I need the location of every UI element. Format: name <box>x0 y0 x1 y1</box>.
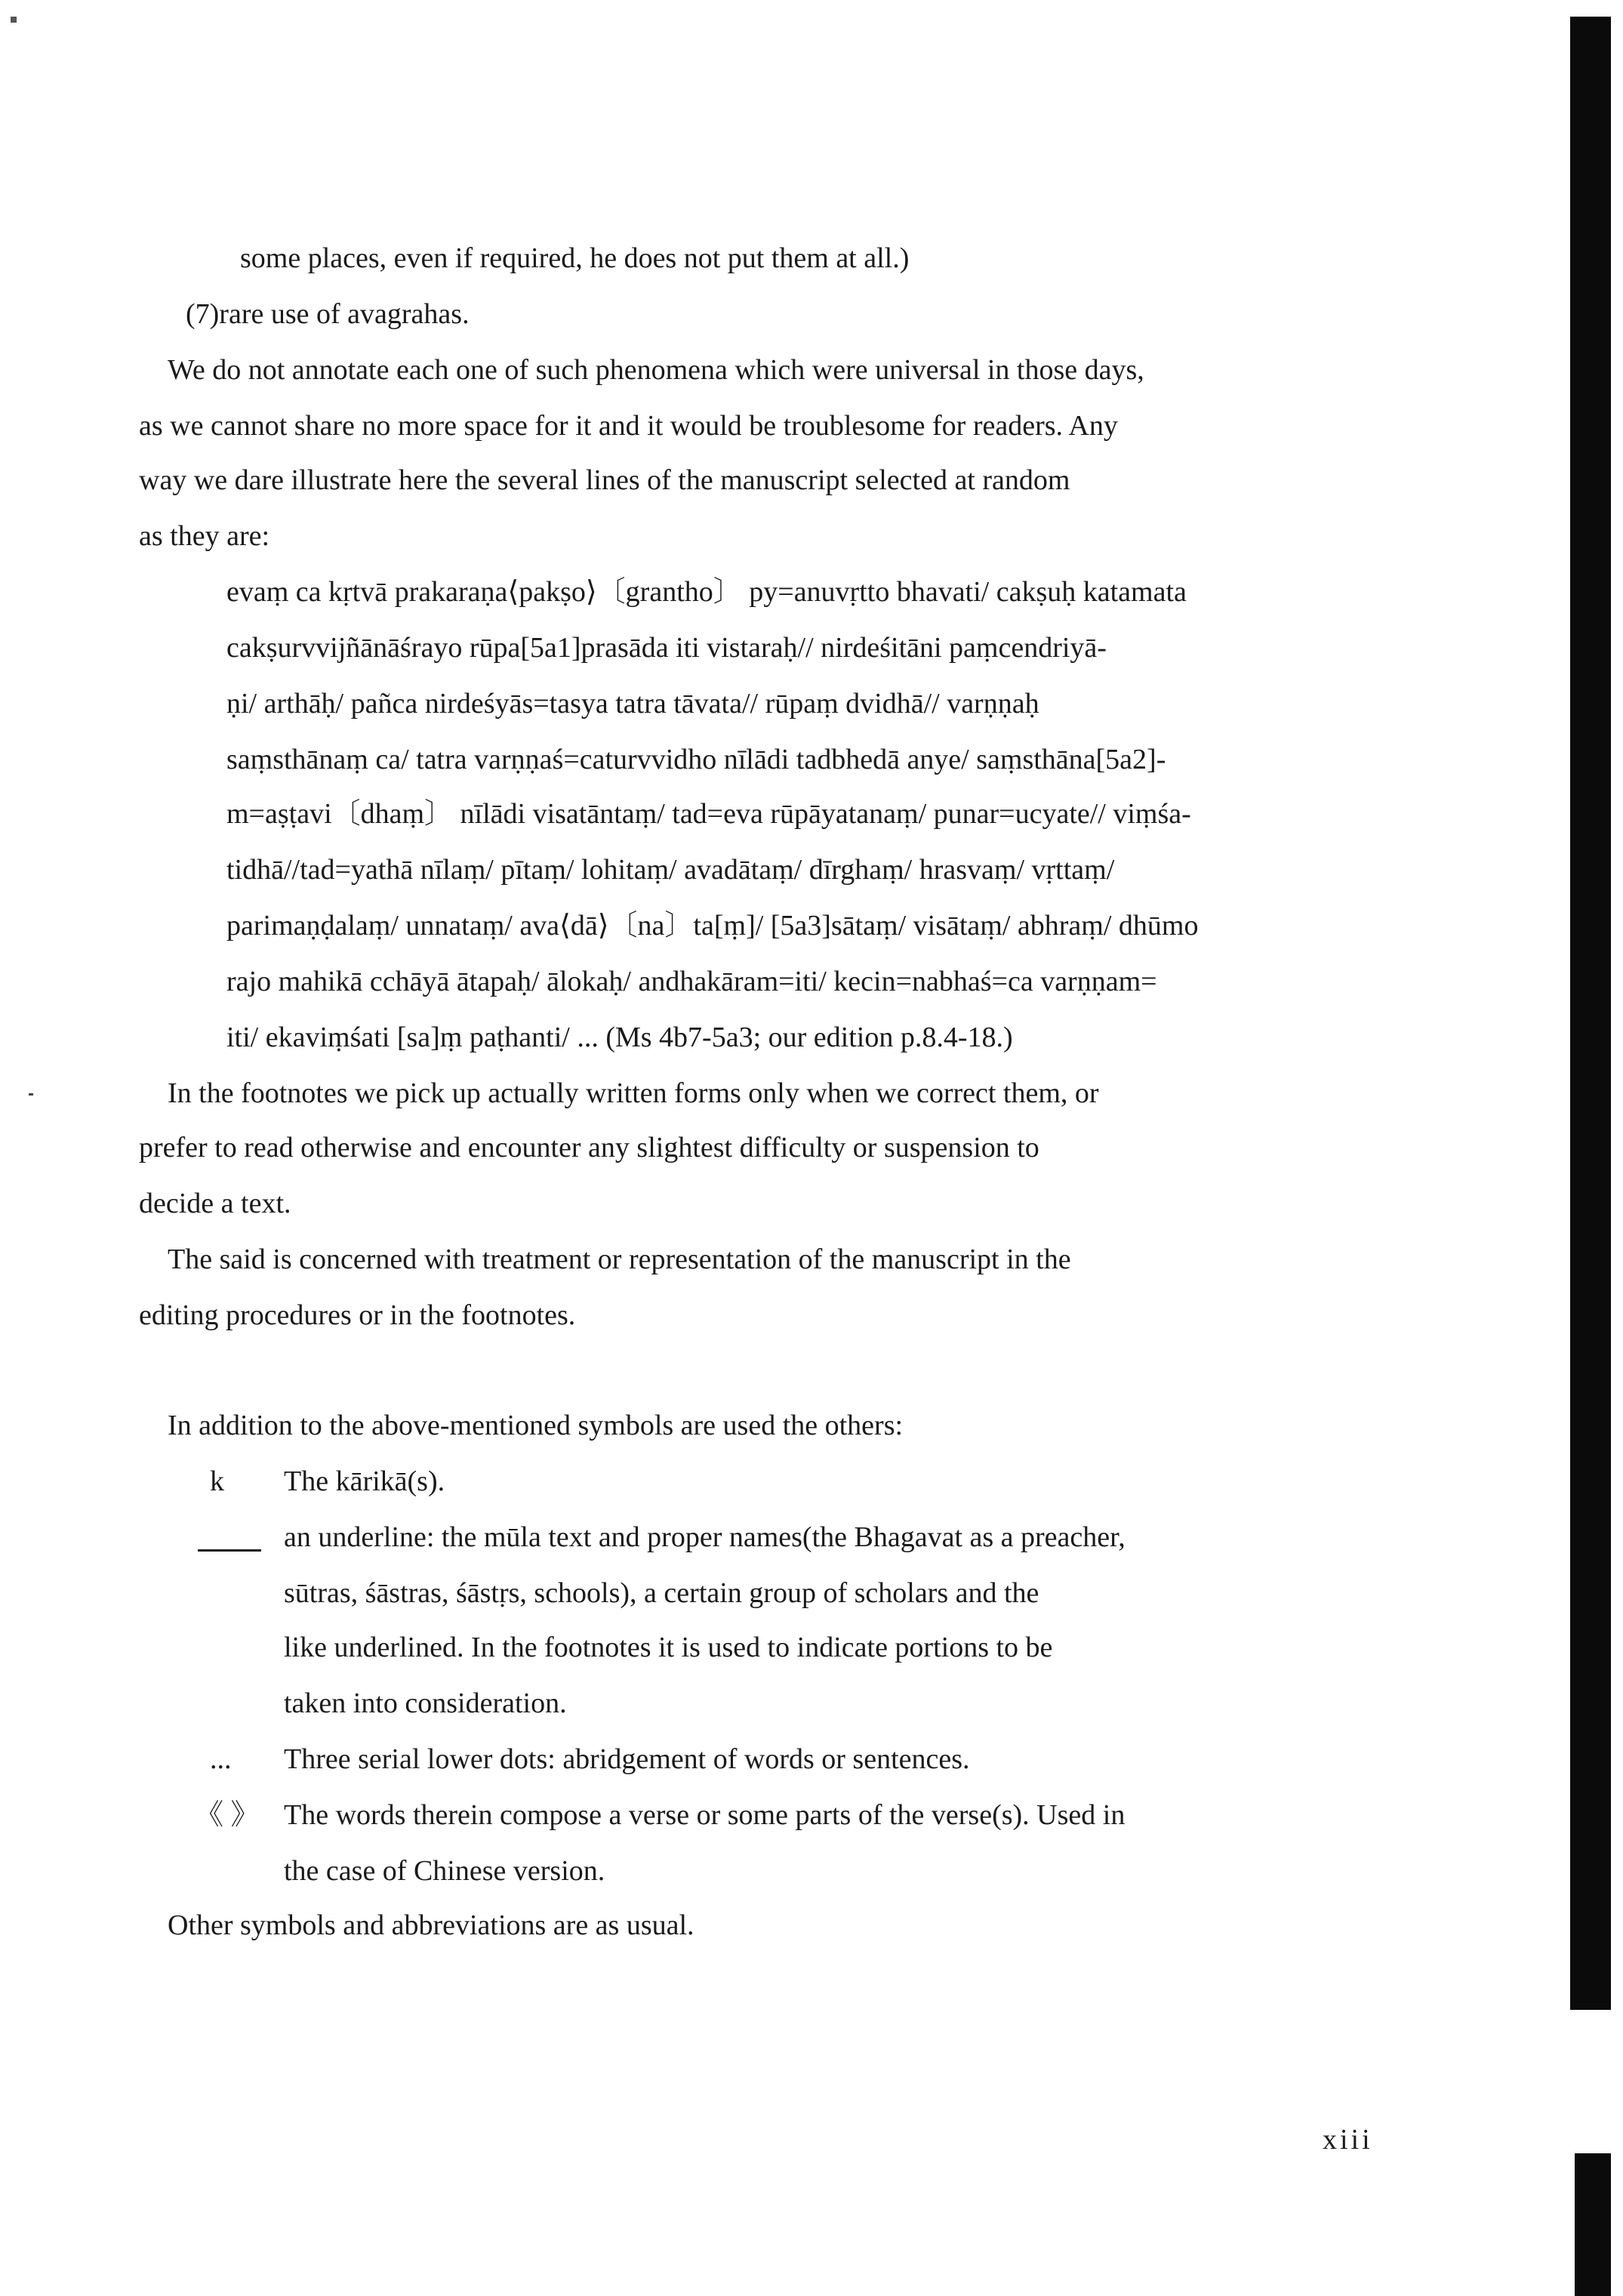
paragraph-line: as we cannot share no more space for it and it would be troublesome for readers. Any <box>139 410 1118 442</box>
quote-line: iti/ ekaviṃśati [sa]ṃ paṭhanti/ ... (Ms 4b7-5a3; our edition p.8.4-18.) <box>226 1022 1013 1053</box>
symbol-k-definition: The kārikā(s). <box>284 1465 445 1497</box>
symbols-closing: Other symbols and abbreviations are as usual. <box>168 1909 694 1941</box>
paragraph-line: as they are: <box>139 520 270 552</box>
quote-line: parimaṇḍalaṃ/ unnataṃ/ ava⟨dā⟩〔na〕ta[ṃ]/ [5a3]sātaṃ/ visātaṃ/ abhraṃ/ dhūmo <box>226 910 1199 942</box>
intro-line-2: (7)rare use of avagrahas. <box>186 298 470 330</box>
paragraph-line: The said is concerned with treatment or representation of the manuscript in the <box>168 1244 1071 1275</box>
margin-mark <box>29 1093 33 1096</box>
brackets-definition-line: the case of Chinese version. <box>284 1855 605 1887</box>
quote-line: saṃsthānaṃ ca/ tatra varṇṇaś=caturvvidho nīlādi tadbhedā anye/ saṃsthāna[5a2]- <box>226 744 1166 775</box>
page-number: xiii <box>1323 2124 1373 2156</box>
brackets-definition-line: The words therein compose a verse or some parts of the verse(s). Used in <box>284 1799 1126 1831</box>
symbols-intro: In addition to the above-mentioned symbols are used the others: <box>168 1410 904 1441</box>
symbol-double-brackets: 《 》 <box>195 1799 260 1831</box>
underline-definition-line: like underlined. In the footnotes it is used to indicate portions to be <box>284 1632 1053 1663</box>
paragraph-line: way we dare illustrate here the several lines of the manuscript selected at random <box>139 464 1070 496</box>
scan-edge-shadow <box>1570 17 1611 2010</box>
quote-line: ṇi/ arthāḥ/ pañca nirdeśyās=tasya tatra tāvata// rūpaṃ dvidhā// varṇṇaḥ <box>226 688 1039 720</box>
paragraph-line: prefer to read otherwise and encounter any slightest difficulty or suspension to <box>139 1132 1039 1163</box>
paragraph-line: editing procedures or in the footnotes. <box>139 1299 576 1331</box>
underline-symbol <box>198 1549 261 1552</box>
quote-line: tidhā//tad=yathā nīlaṃ/ pītaṃ/ lohitaṃ/ avadātaṃ/ dīrghaṃ/ hrasvaṃ/ vṛttaṃ/ <box>226 854 1115 886</box>
underline-definition-line: an underline: the mūla text and proper names(the Bhagavat as a preacher, <box>284 1521 1126 1553</box>
scan-edge-shadow-bottom <box>1575 2153 1611 2296</box>
paragraph-line: decide a text. <box>139 1188 291 1219</box>
quote-line: rajo mahikā cchāyā ātapaḥ/ ālokaḥ/ andhakāram=iti/ kecin=nabhaś=ca varṇṇam= <box>226 966 1157 997</box>
quote-line: evaṃ ca kṛtvā prakaraṇa⟨pakṣo⟩〔grantho〕 py=anuvṛtto bhavati/ cakṣuḥ katamata <box>226 576 1187 608</box>
symbol-dots: ... <box>210 1743 232 1775</box>
paragraph-line: In the footnotes we pick up actually written forms only when we correct them, or <box>168 1077 1099 1109</box>
symbol-dots-definition: Three serial lower dots: abridgement of words or sentences. <box>284 1743 970 1775</box>
quote-line: cakṣurvvijñānāśrayo rūpa[5a1]prasāda iti vistaraḥ// nirdeśitāni paṃcendriyā- <box>226 632 1107 664</box>
intro-line-1: some places, even if required, he does not put them at all.) <box>240 242 910 274</box>
scan-corner-mark <box>11 17 17 23</box>
underline-definition-line: sūtras, śāstras, śāstṛs, schools), a certain group of scholars and the <box>284 1577 1039 1609</box>
underline-definition-line: taken into consideration. <box>284 1687 567 1719</box>
symbol-k: k <box>210 1465 224 1497</box>
quote-line: m=aṣṭavi〔dhaṃ〕 nīlādi visatāntaṃ/ tad=eva rūpāyatanaṃ/ punar=ucyate// viṃśa- <box>226 798 1191 830</box>
paragraph-line: We do not annotate each one of such phenomena which were universal in those days, <box>168 354 1144 386</box>
